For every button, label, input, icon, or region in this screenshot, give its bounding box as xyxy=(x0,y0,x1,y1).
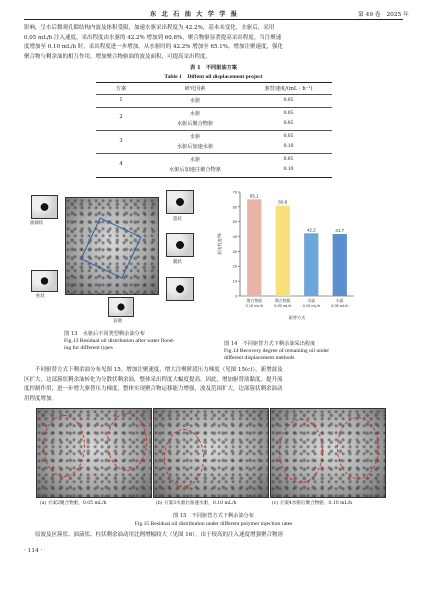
x-tick-label: 0.05 mL/h xyxy=(331,303,349,308)
figure-13 xyxy=(28,185,198,328)
table-header-factor: 研究因素 xyxy=(184,86,206,92)
bar-value-label: 41.7 xyxy=(335,228,345,234)
intro-paragraph xyxy=(24,24,403,62)
table-cell-rate: 0.05 xyxy=(283,156,294,162)
fig15-caption-en: Fig.15 Residual oil distribution under different polymer injection rates xyxy=(134,521,293,527)
x-tick-label: 水驱 xyxy=(335,298,344,303)
table-cell-factor: 水驱 xyxy=(189,157,201,163)
caption-line: Fig.14 Recovery degree of remaining oil under xyxy=(224,348,330,354)
volume-info: 第 49 卷 2025 年 xyxy=(358,12,409,18)
table-cell-factor: 水驱 xyxy=(189,98,201,104)
bar-value-label: 42.2 xyxy=(306,227,316,233)
bar xyxy=(333,234,347,296)
table-row-rule xyxy=(96,130,332,131)
table-cell-factor: 水驱后加速水驱 xyxy=(176,144,214,150)
table-row-rule xyxy=(96,107,332,108)
y-tick-label: 50 xyxy=(232,219,237,225)
journal-title: 东 北 石 油 大 学 学 报 xyxy=(150,11,239,18)
table-cell-plan: 3 xyxy=(119,138,123,144)
table-cell-plan: 4 xyxy=(119,161,123,167)
fig15c-subcaption: (c) 方案4水驱后聚合物驱，0.10 mL/h xyxy=(272,501,353,506)
table-cell-rate: 0.05 xyxy=(283,110,294,116)
y-tick-label: 20 xyxy=(232,263,237,269)
x-tick-label: 0.10 mL/h xyxy=(245,303,263,308)
fig14-caption-cn: 图 14 不同驱替方式下剩余油采出程度 xyxy=(224,341,316,347)
text-line: 影响，呈水后微观孔隙结构内波及体积受限，加速水驱采出程度为 42.2%，基本未变化。水驱后，采用 xyxy=(24,25,275,31)
table-cell-rate: 0.10 xyxy=(283,166,294,172)
columnar-inset-image xyxy=(31,270,58,292)
fig15c-photo xyxy=(270,408,386,498)
table-top-rule xyxy=(96,82,332,83)
text-line: 0.05 mL/h 注入速度，采出程度由水驱的 42.2% 增加到 60.8%，聚合物驱显著提高采出程度。当注聚速 xyxy=(24,34,282,41)
table-cell-rate: 0.05 xyxy=(283,97,294,103)
x-tick-label: 0.05 mL/h xyxy=(274,303,292,308)
y-tick-label: 10 xyxy=(232,278,237,284)
film-inset-image xyxy=(166,233,194,257)
cluster-region-marker xyxy=(43,415,85,477)
table-header-plan: 方案 xyxy=(115,86,127,92)
caption-line: different displacement methods xyxy=(224,355,295,362)
table-row-rule xyxy=(96,153,332,154)
table-cell-plan: 2 xyxy=(119,114,123,120)
text-line: 聚合物与剩余油的相互作用，增加聚合物驱油的波及面积，可提高采出程度。 xyxy=(24,53,212,60)
cluster-region-marker xyxy=(337,417,379,479)
text-line: 度控制作用，进一步增大驱替压力梯度，整体实现聚合物运移能力增强，波及范围扩大，边部簇状剩余油动 xyxy=(24,386,283,393)
blind-end-inset-image xyxy=(108,297,134,317)
x-tick-label: 水驱 xyxy=(307,298,316,303)
y-tick-label: 40 xyxy=(232,233,237,239)
fig15b-subcaption: (b) 方案3水驱后加速水驱，0.10 mL/h xyxy=(156,501,237,506)
label-columnar: 柱状 xyxy=(36,294,45,299)
text-line: 用程度增加。 xyxy=(24,395,58,402)
y-tick-label: 30 xyxy=(232,248,237,254)
bar-value-label: 65.1 xyxy=(249,193,259,199)
fig14-caption-en xyxy=(224,348,384,362)
table-header-rule xyxy=(96,94,332,95)
fig15b-photo xyxy=(153,408,269,498)
bar xyxy=(247,199,261,296)
x-tick-label: 0.10 mL/h xyxy=(302,303,320,308)
y-tick-label: 0 xyxy=(234,293,237,299)
table-cell-rate: 0.10 xyxy=(283,143,294,149)
fig14-bar-chart xyxy=(212,184,362,334)
fig13-caption-cn: 图 13 水驱后不同类型剩余油分布 xyxy=(64,331,145,337)
fig15a-subcaption: (a) 方案2聚合物驱，0.05 mL/h xyxy=(40,501,107,506)
mid-paragraph xyxy=(24,366,403,404)
table-cell-rate: 0.05 xyxy=(283,120,294,126)
label-cluster: 簇状 xyxy=(173,217,182,222)
droplet-inset-image xyxy=(31,195,58,219)
bar-value-label: 60.8 xyxy=(278,199,288,205)
table-bottom-rule xyxy=(96,177,332,178)
x-tick-label: 聚合物驱 xyxy=(246,298,263,303)
cluster-region-marker xyxy=(279,419,323,483)
bar xyxy=(304,233,318,296)
fig13-caption-en xyxy=(64,338,204,352)
film-inset-image-2 xyxy=(166,277,194,301)
table-title-en: Table 1 Diffent oil displacement project xyxy=(164,74,263,80)
bar xyxy=(276,206,290,296)
y-tick-label: 70 xyxy=(232,189,237,195)
header-rule xyxy=(24,19,403,20)
last-paragraph-line: 原波及区簇状、油滴状、柱状剩余油动用比例增幅较大（见图 16）。由于较高的注入速度增强聚合物溶 xyxy=(35,532,284,538)
text-line: 区扩大，边部簇状剩余油转化为分散状剩余油，整体采出程度大幅度提高。因此，增加驱替液黏度、提升流 xyxy=(24,376,283,383)
y-axis-label: 采出程度/% xyxy=(217,232,222,256)
table-cell-factor: 水驱 xyxy=(189,134,201,140)
text-line: 不同驱替方式下剩余油分布见图 15。增加注聚速度，增大注聚阶段压力梯度（见图 15(c)），新增波及 xyxy=(35,367,283,373)
table-cell-factor: 水驱后聚合物驱 xyxy=(176,121,214,127)
fig15a-photo xyxy=(36,408,152,498)
label-film: 膜状 xyxy=(173,260,182,265)
fig15-caption-cn: 图 15 不同驱替方式下剩余油分布 xyxy=(173,513,254,519)
table-cell-factor: 水驱后加速注聚合物驱 xyxy=(169,167,221,173)
table-cell-plan: 1 xyxy=(119,97,123,103)
text-line: 度增加至 0.10 mL/h 时，采出程度进一步增加，从水驱时的 42.2% 增加至 65.1%。增加注聚速度，强化 xyxy=(24,44,283,51)
table-title-cn: 表 1 不同驱油方案 xyxy=(190,65,237,71)
caption-line: Fig.13 Residual oil distribution after water flood- xyxy=(64,338,175,344)
y-tick-label: 60 xyxy=(232,204,237,210)
table-cell-rate: 0.05 xyxy=(283,133,294,139)
x-axis-label: 驱替方式 xyxy=(288,315,306,320)
table-cell-factor: 水驱 xyxy=(189,111,201,117)
label-droplet: 油滴状 xyxy=(30,221,44,226)
cluster-region-marker xyxy=(107,413,147,471)
caption-line: ing for different types xyxy=(64,345,113,352)
label-blind-end: 盲端 xyxy=(113,319,122,324)
cluster-inset-image xyxy=(166,190,194,214)
page-number: · 114 · xyxy=(24,548,43,554)
cluster-region-marker xyxy=(164,429,204,487)
x-tick-label: 聚合物驱 xyxy=(274,298,291,303)
table-header-rate: 驱替速度/(mL · h⁻¹) xyxy=(264,86,313,92)
